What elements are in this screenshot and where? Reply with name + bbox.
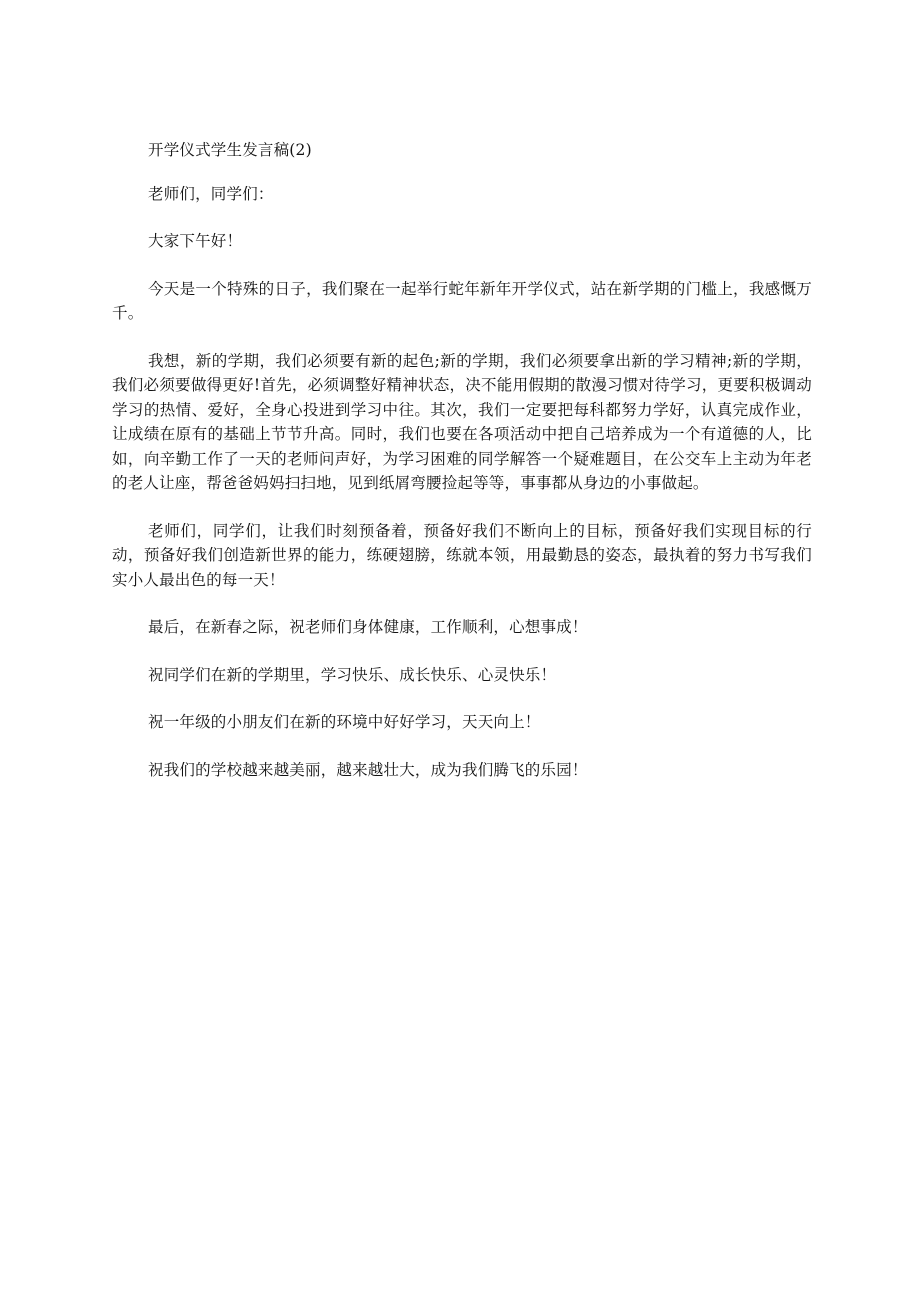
greeting-paragraph: 大家下午好！ [148, 232, 243, 250]
wish-teachers-paragraph: 最后，在新春之际，祝老师们身体健康，工作顺利，心想事成！ [148, 618, 588, 636]
wish-students-paragraph: 祝同学们在新的学期里，学习快乐、成长快乐、心灵快乐！ [148, 665, 557, 684]
salutation-paragraph: 老师们，同学们： [148, 184, 274, 203]
opening-paragraph: 今天是一个特殊的日子，我们聚在一起举行蛇年新年开学仪式，站在新学期的门槛上，我感慨万千。 [112, 279, 812, 322]
document-title: 开学仪式学生发言稿(2) [148, 141, 312, 159]
wish-school-paragraph: 祝我们的学校越来越美丽，越来越壮大，成为我们腾飞的乐园！ [148, 760, 588, 779]
body-paragraph-call-to-action: 老师们，同学们，让我们时刻预备着，预备好我们不断向上的目标，预备好我们实现目标的行动，预备好我们创造新世界的能力，练硬翅膀，练就本领，用最勤恳的姿态，最执着的努力书写我们实小人最出色的每一天！ [112, 521, 812, 589]
body-paragraph-plans: 我想，新的学期，我们必须要有新的起色;新的学期，我们必须要拿出新的学习精神;新的学期，我们必须要做得更好!首先，必须调整好精神状态，决不能用假期的散漫习惯对待学习，更要积极调动学习的热情、爱好，全身心投进到学习中往。其次，我们一定要把每科都努力学好，认真完成作业，让成绩在原有的基础上节节升高。同时，我们也要在各项活动中把自己培养成为一个有道德的人，比如，向辛勤工作了一天的老师问声好，为学习困难的同学解答一个疑难题目，在公交车上主动为年老的老人让座，帮爸爸妈妈扫扫地，见到纸屑弯腰捡起等等，事事都从身边的小事做起。 [112, 351, 812, 492]
document-page [112, 138, 812, 805]
wish-first-graders-paragraph: 祝一年级的小朋友们在新的环境中好好学习，天天向上！ [148, 713, 541, 731]
